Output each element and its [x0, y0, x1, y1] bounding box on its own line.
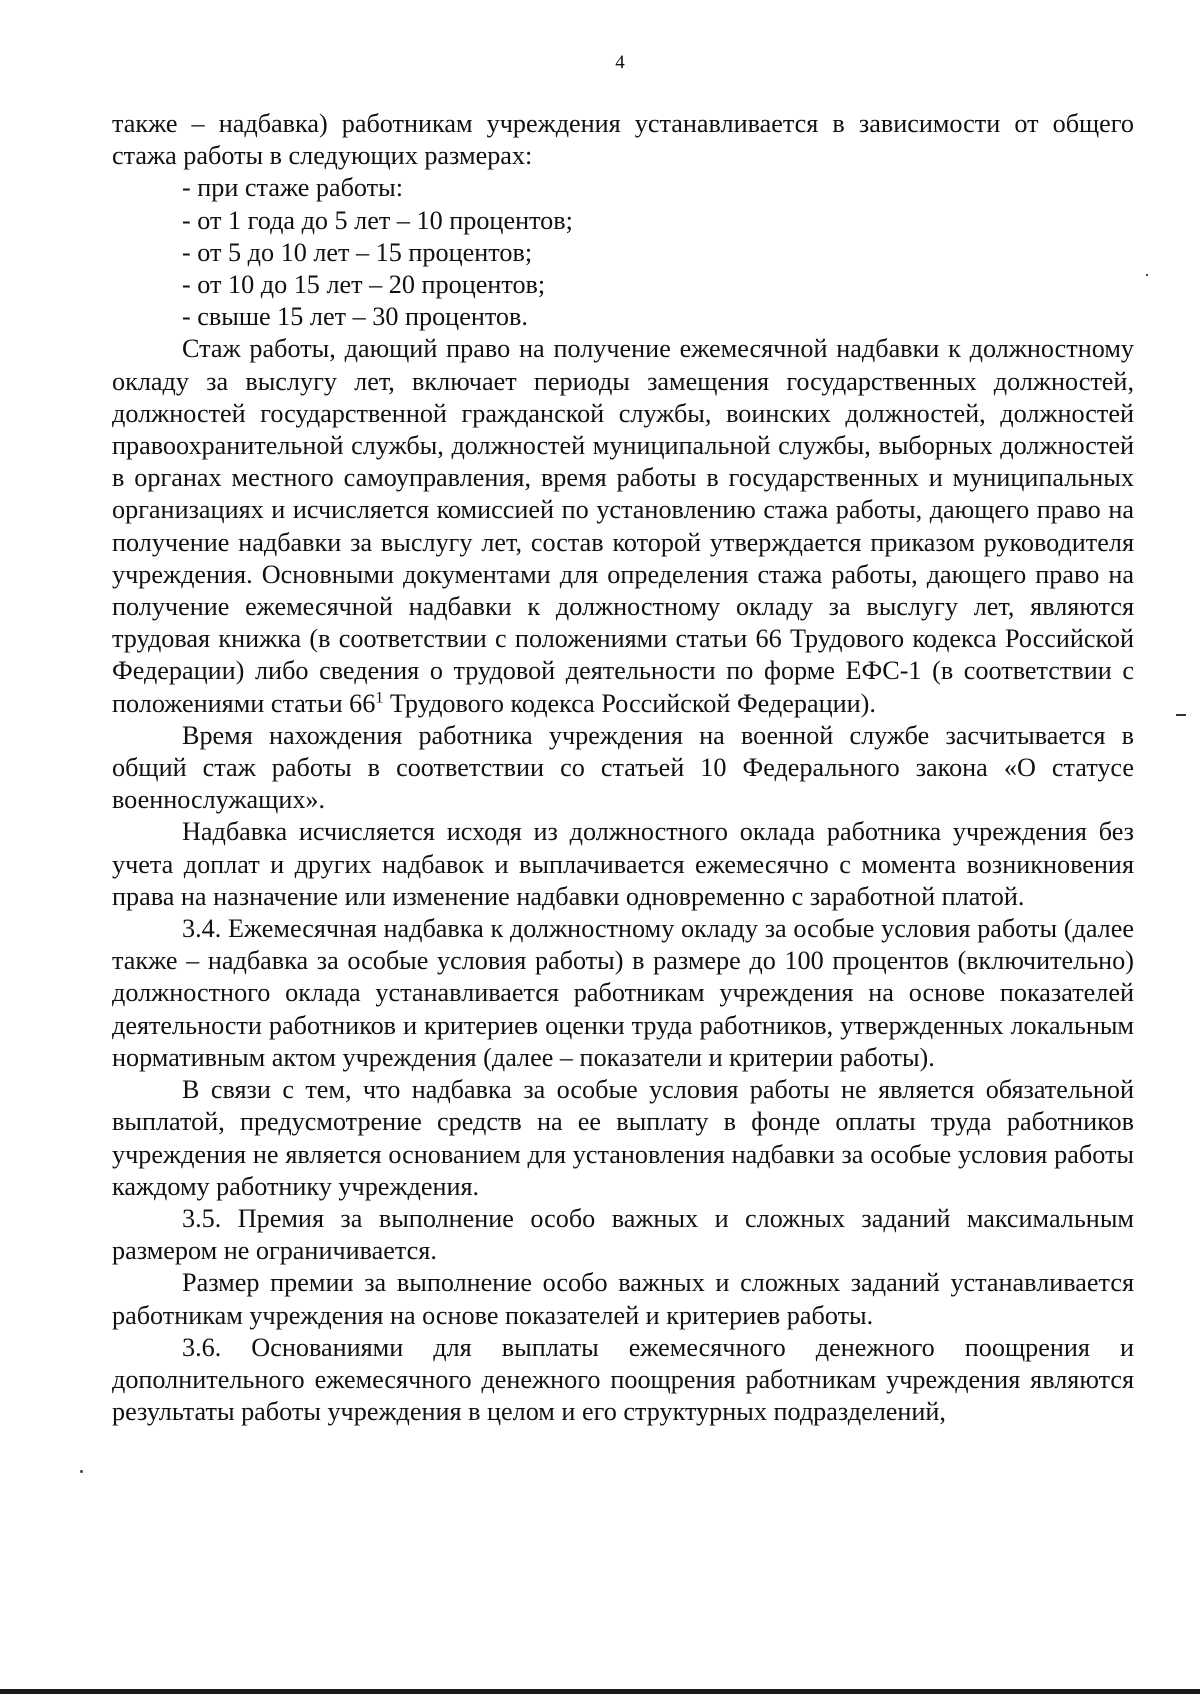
- paragraph: также – надбавка) работникам учреждения устанавливается в зависимости от общего стажа работы в следующих размерах:: [112, 109, 1134, 171]
- scan-speck: [1146, 274, 1148, 276]
- list-item: - от 1 года до 5 лет – 10 процентов;: [182, 205, 573, 235]
- paragraph: [112, 333, 1134, 719]
- page-number: 4: [615, 52, 625, 73]
- list-item: - от 10 до 15 лет – 20 процентов;: [182, 270, 546, 300]
- bottom-scan-border: [0, 1689, 1200, 1694]
- paragraph: 3.5. Премия за выполнение особо важных и сложных заданий максимальным размером не ограничивается.: [112, 1203, 1134, 1266]
- paragraph: 3.4. Ежемесячная надбавка к должностному окладу за особые условия работы (далее также – надбавка за особые условия работы) в размере до 100 процентов (включительно) должностного оклада устанавливается работникам учреждения на основе показателей деятельности работников и критериев оценки труда работников, утвержденных локальным нормативным актом учреждения (далее – показатели и критерии работы).: [112, 914, 1134, 1072]
- paragraph-text: Стаж работы, дающий право на получение ежемесячной надбавки к должностному окладу за выслугу лет, включает периоды замещения государственных должностей, должностей государственной гражданской службы, воинских должностей, должностей правоохранительной службы, должностей муниципальной службы, выборных должностей в органах местного самоуправления, время работы в государственных и муниципальных организациях и исчисляется комиссией по установлению стажа работы, дающего право на получение надбавки за выслугу лет, состав которой утверждается приказом руководителя учреждения. Основными документами для определения стажа работы, дающего право на получение ежемесячной надбавки к должностному окладу за выслугу лет, являются трудовая книжка (в соответствии с положениями статьи 66 Трудового кодекса Российской Федерации) либо сведения о трудовой деятельности по форме ЕФС-1 (в соответствии с положениями статьи 66: [112, 334, 1134, 718]
- paragraph: Размер премии за выполнение особо важных и сложных заданий устанавливается работникам учреждения на основе показателей и критериев работы.: [112, 1268, 1134, 1330]
- paragraph: Надбавка исчисляется исходя из должностного оклада работника учреждения без учета доплат и других надбавок и выплачивается ежемесячно с момента возникновения права на назначение или изменение надбавки одновременно с заработной платой.: [112, 817, 1134, 911]
- paragraph: 3.6. Основаниями для выплаты ежемесячного денежного поощрения и дополнительного ежемесячного денежного поощрения работникам учреждения являются результаты работы учреждения в целом и его структурных подразделений,: [112, 1332, 1134, 1427]
- list-item: - свыше 15 лет – 30 процентов.: [182, 302, 528, 332]
- scan-edge-mark: [1176, 714, 1186, 716]
- document-body: [112, 108, 1134, 1428]
- paragraph-text: Трудового кодекса Российской Федерации).: [383, 688, 876, 718]
- list-item: - при стаже работы:: [182, 173, 403, 203]
- paragraph: В связи с тем, что надбавка за особые условия работы не является обязательной выплатой, предусмотрение средств на ее выплату в фонде оплаты труда работников учреждения не является основанием для установления надбавки за особые условия работы каждому работнику учреждения.: [112, 1075, 1134, 1201]
- list-item: - от 5 до 10 лет – 15 процентов;: [182, 237, 533, 267]
- scan-speck: [80, 1470, 83, 1473]
- paragraph: Время нахождения работника учреждения на военной службе засчитывается в общий стаж работы в соответствии со статьей 10 Федерального закона «О статусе военнослужащих».: [112, 720, 1134, 815]
- superscript: 1: [375, 688, 384, 706]
